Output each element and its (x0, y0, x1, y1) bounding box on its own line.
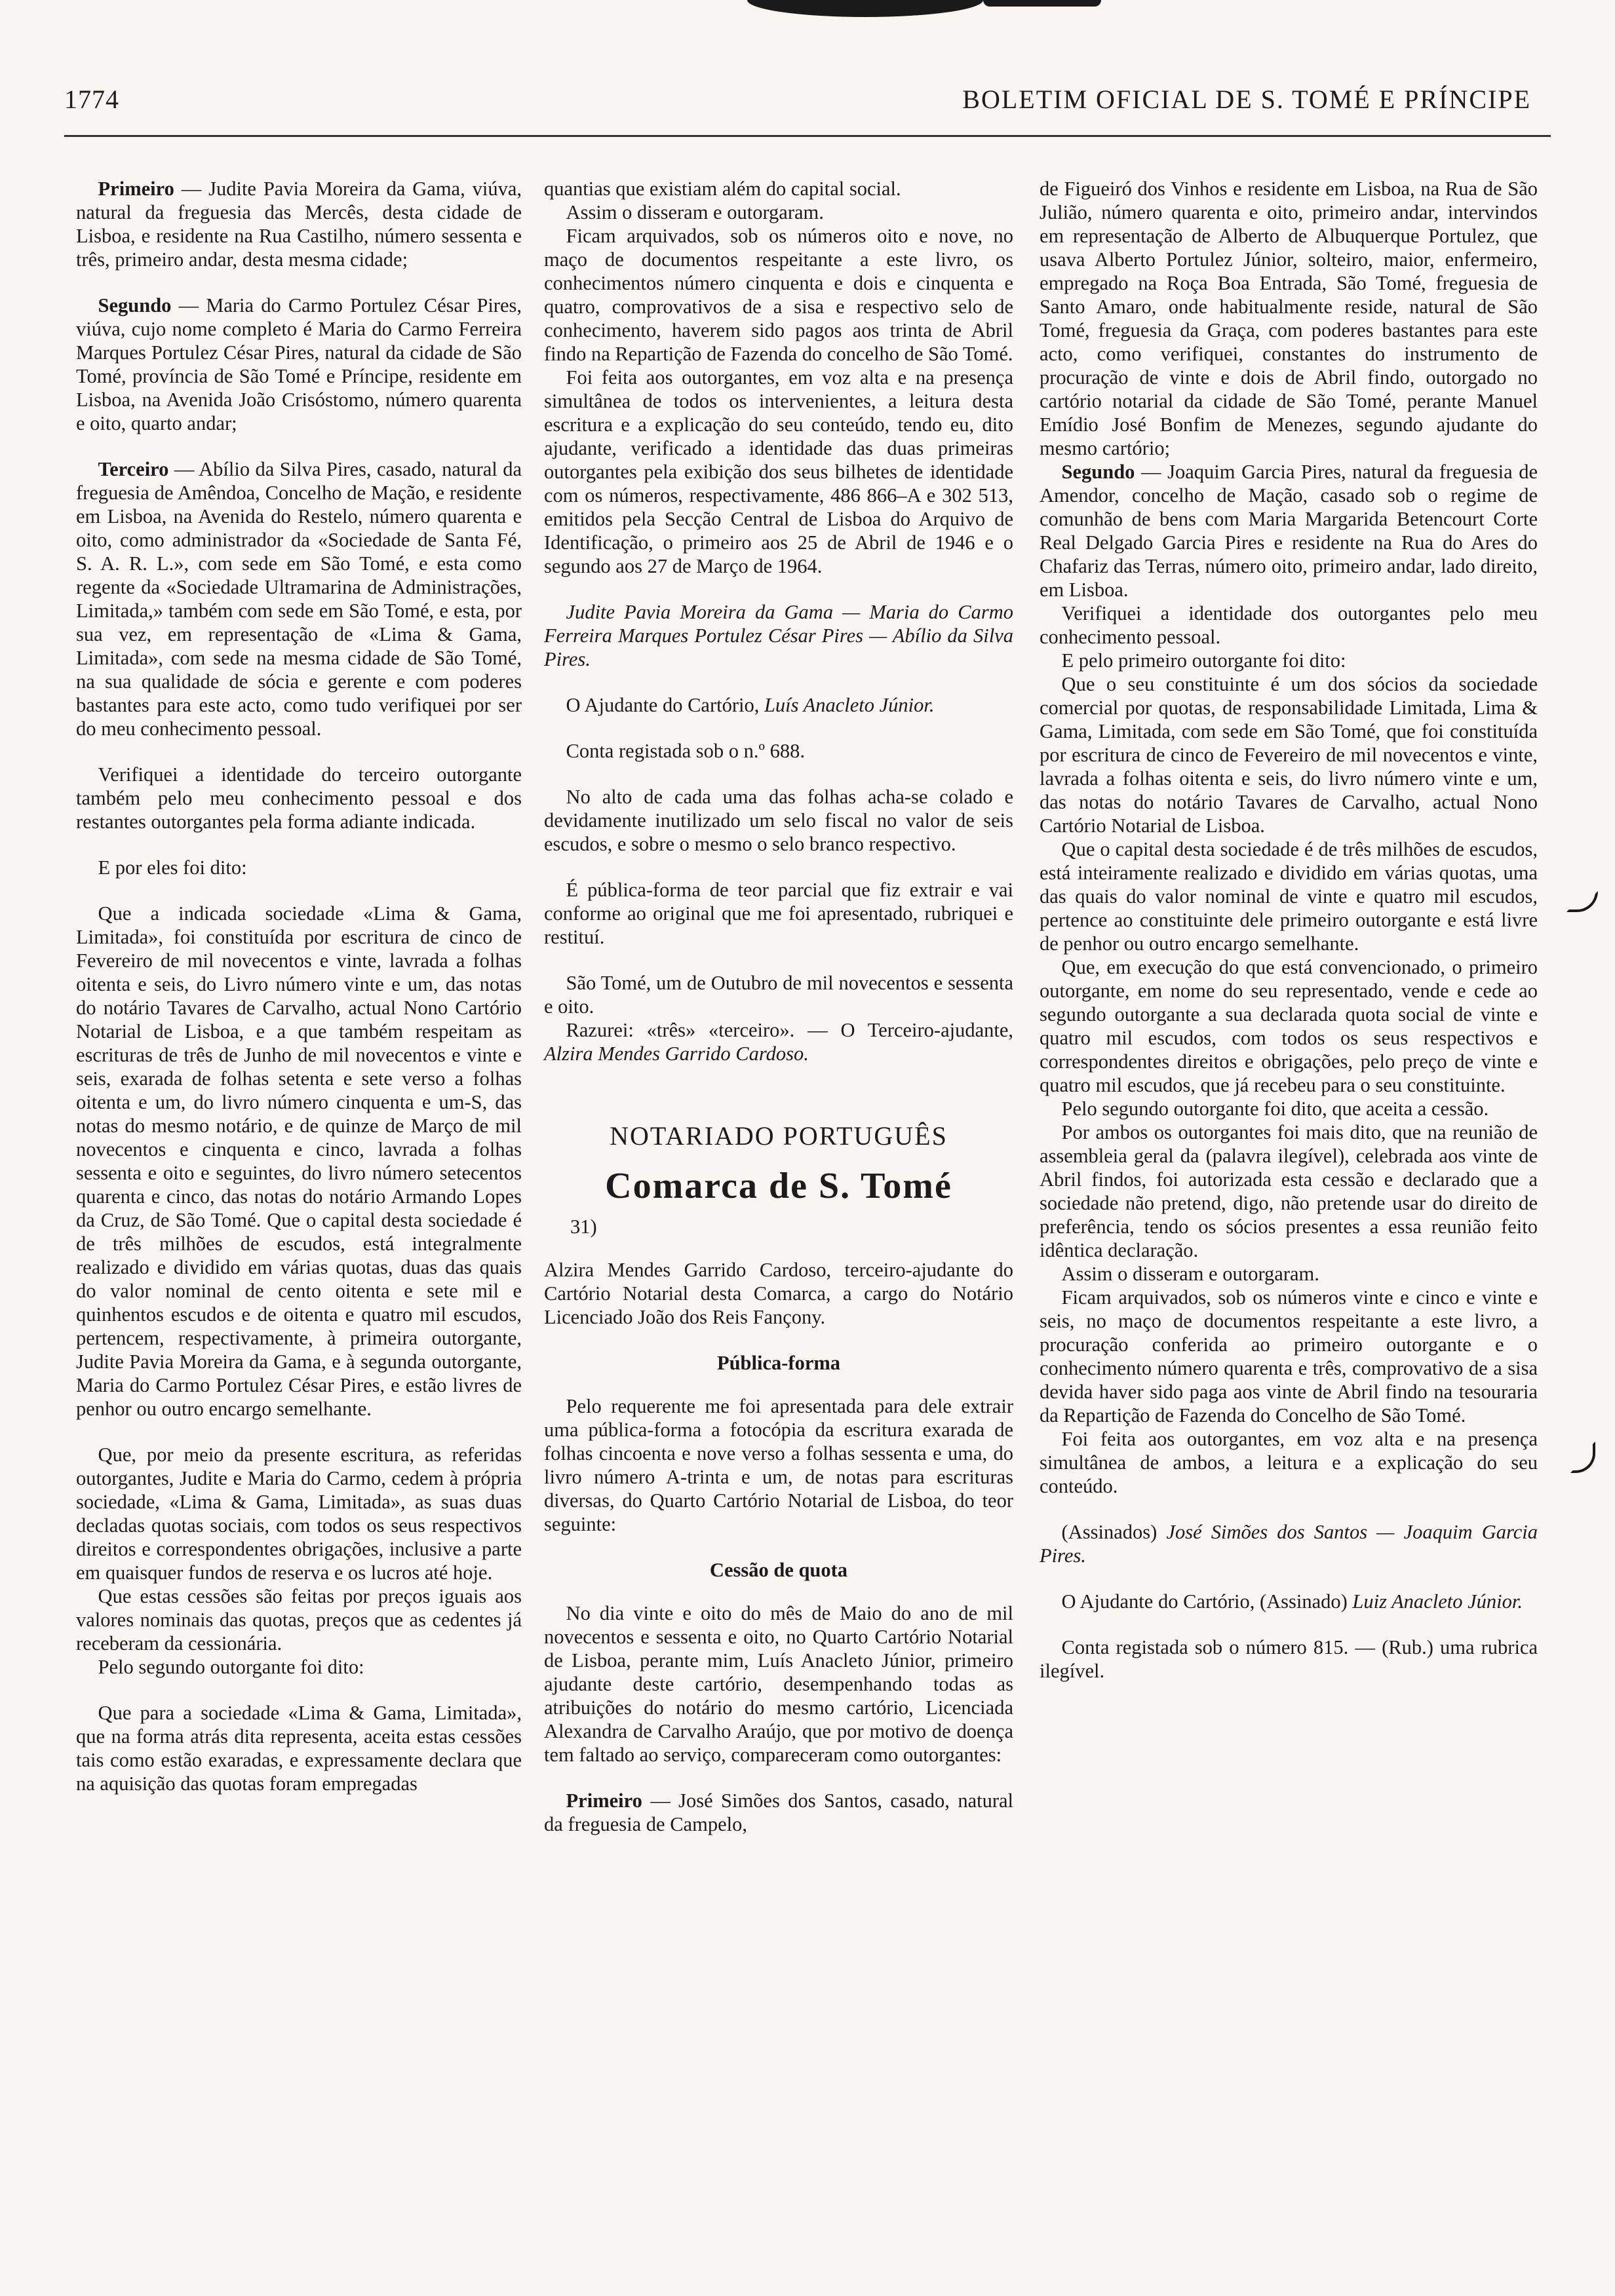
signatory: Luís Anacleto Júnior. (764, 694, 935, 716)
paragraph (1040, 1520, 1538, 1567)
section-title: NOTARIADO PORTUGUÊS (610, 1121, 948, 1151)
running-head: BOLETIM OFICIAL DE S. TOMÉ E PRÍNCIPE (962, 85, 1531, 114)
signatory: Alzira Mendes Garrido Cardoso. (544, 1043, 809, 1065)
paragraph: de Figueiró dos Vinhos e residente em Lisboa, na Rua de São Julião, número quarenta e oito, primeiro andar, intervindos em representação de Alberto de Albuquerque Portulez, que usava Alberto Portulez Júnior, solteiro, maior, enfermeiro, empregado na Roça Boa Entrada, São Tomé, freguesia de Santo Amaro, onde habitualmente reside, natural de São Tomé, freguesia da Graça, com poderes bastantes para este acto, como verifiquei, constantes do instrumento de procuração de vinte e dois de Abril findo, outorgado no cartório notarial da cidade de São Tomé, perante Manuel Emídio José Bonfim de Menezes, segundo ajudante do mesmo cartório; (1040, 178, 1538, 459)
paragraph: Que a indicada sociedade «Lima & Gama, Limitada», foi constituída por escritura de cinco de Fevereiro de mil novecentos e vinte, lavrada a folhas oitenta e seis, do Livro número vinte e um, das notas do notário Tavares de Carvalho, actual Nono Cartório Notarial de Lisboa, e a que também respeitam as escrituras de três de Junho de mil novecentos e vinte e seis, exarada de folhas setenta e sete verso a folhas oitenta e um, do livro número cinquenta e um-S, das notas do mesmo notário, e de quinze de Março de mil novecentos e cinquenta e cinco, lavrada a folhas sessenta e oito e seguintes, do livro número setecentos quarenta e cinco, das notas do notário Armando Lopes da Cruz, de São Tomé. Que o capital desta sociedade é de três milhões de escudos, está integralmente realizado e dividido em várias quotas, duas das quais do valor nominal de cento oitenta e sete mil e quinhentos escudos e de oitenta e quatro mil escudos, pertencem, respectivamente, à primeira outorgante, Judite Pavia Moreira da Gama, e à segunda outorgante, Maria do Carmo Portulez César Pires, e estão livres de penhor ou outro encargo semelhante. (76, 902, 522, 1420)
paragraph: São Tomé, um de Outubro de mil novecentos e sessenta e oito. (544, 972, 1013, 1018)
paragraph-text: Razurei: «três» «terceiro». — O Terceiro-ajudante, (566, 1019, 1013, 1041)
ink-blot-top (747, 0, 983, 17)
ink-blot-top-right (983, 0, 1101, 7)
paragraph: Foi feita aos outorgantes, em voz alta e na presença simultânea de ambos, a leitura e a explicação do seu conteúdo. (1040, 1428, 1538, 1497)
paragraph: E por eles foi dito: (98, 856, 247, 879)
paragraph: Verifiquei a identidade do terceiro outorgante também pelo meu conhecimento pessoal e dos restantes outorgantes pela forma adiante indicada. (76, 763, 522, 833)
paragraph (544, 1789, 1013, 1836)
subheading: Pública-forma (716, 1352, 841, 1374)
page-number: 1774 (64, 85, 119, 114)
comarca-heading: Comarca de S. Tomé (605, 1166, 952, 1206)
paragraph-text: — Abílio da Silva Pires, casado, natural da freguesia de Amêndoa, Concelho de Mação, e residente em Lisboa, na Avenida do Restelo, número quarenta e oito, como administrador da «Sociedade de Santa Fé, S. A. R. L.», com sede em São Tomé, e esta como regente da «Sociedade Ultramarina de Administrações, Limitada,» também com sede em São Tomé, e esta, por sua vez, em representação de «Lima & Gama, Limitada», com sede na mesma cidade de São Tomé, na sua qualidade de sócia e gerente e com poderes bastantes para este acto, como tudo verifiquei por ser do meu conhecimento pessoal. (76, 458, 522, 740)
party-label: Primeiro (566, 1789, 642, 1812)
margin-pen-mark (1570, 1442, 1595, 1473)
paragraph (544, 693, 1013, 717)
paragraph: Foi feita aos outorgantes, em voz alta e na presença simultânea de todos os intervenientes, a leitura desta escritura e a explicação do seu conteúdo, tendo eu, dito ajudante, verificado a identidade das duas primeiras outorgantes pela exibição dos seus bilhetes de identidade com os números, respectivamente, 486 866–A e 302 513, emitidos pela Secção Central de Lisboa do Arquivo de Identificação, o primeiro aos 25 de Abril de 1946 e o segundo aos 27 de Março de 1964. (544, 366, 1013, 577)
party-label: Terceiro (98, 458, 169, 480)
column-1 (76, 177, 522, 1795)
paragraph-text: — Judite Pavia Moreira da Gama, viúva, natural da freguesia das Mercês, desta cidade de Lisboa, e residente na Rua Castilho, número sessenta e três, primeiro andar, desta mesma cidade; (76, 178, 522, 271)
paragraph: Que o capital desta sociedade é de três milhões de escudos, está inteiramente realizado e dividido em várias quotas, uma das quais do valor nominal de vinte e quatro mil escudos, pertence ao constituinte dele primeiro outorgante e está livre de penhor ou outro encargo semelhante. (1040, 838, 1538, 955)
paragraph: No dia vinte e oito do mês de Maio do ano de mil novecentos e sessenta e oito, no Quarto Cartório Notarial de Lisboa, perante mim, Luís Anacleto Júnior, primeiro ajudante deste cartório, desempenhando todas as atribuições do notário do mesmo cartório, Licenciada Alexandra de Carvalho Araújo, que por motivo de doença tem faltado ao serviço, compareceram como outorgantes: (544, 1602, 1013, 1766)
signatures: José Simões dos Santos — Joaquim Garcia Pires. (1040, 1521, 1538, 1567)
paragraph: Ficam arquivados, sob os números vinte e cinco e vinte e seis, no maço de documentos respeitante a este livro, a procuração conferida ao primeiro outorgante e o conhecimento número quarenta e três, comprovativo de a sisa devida haver sido paga aos vinte de Abril findo na tesouraria da Repartição de Fazenda do Concelho de São Tomé. (1040, 1286, 1538, 1426)
party-label: Primeiro (98, 178, 174, 200)
paragraph: Que para a sociedade «Lima & Gama, Limitada», que na forma atrás dita representa, aceita estas cessões tais como estão exaradas, e expressamente declara que na aquisição das quotas foram empregadas (76, 1702, 522, 1795)
paragraph: quantias que existiam além do capital social. (544, 178, 901, 200)
paragraph: Pelo segundo outorgante foi dito: (98, 1656, 364, 1678)
paragraph: Verifiquei a identidade dos outorgantes pelo meu conhecimento pessoal. (1040, 602, 1538, 648)
paragraph-text: — Maria do Carmo Portulez César Pires, viúva, cujo nome completo é Maria do Carmo Ferreira Marques Portulez César Pires, natural da cidade de São Tomé, província de São Tomé e Príncipe, residente em Lisboa, na Avenida João Crisóstomo, número quarenta e oito, quarto andar; (76, 294, 522, 434)
paragraph: Por ambos os outorgantes foi mais dito, que na reunião de assembleia geral da (palavra ilegível), celebrada aos vinte de Abril findos, foi autorizada esta cessão e declarado que a sociedade não pretend, digo, não pretende usar do direito de preferência, tendo os sócios presentes a essa reunião feito idêntica declaração. (1040, 1121, 1538, 1261)
paragraph-text: O Ajudante do Cartório, (Assinado) (1061, 1590, 1353, 1613)
paragraph: Alzira Mendes Garrido Cardoso, terceiro-ajudante do Cartório Notarial desta Comarca, a cargo do Notário Licenciado João dos Reis Fançony. (544, 1259, 1013, 1328)
paragraph (1040, 460, 1538, 602)
paragraph: No alto de cada uma das folhas acha-se colado e devidamente inutilizado um selo fiscal no valor de seis escudos, e sobre o mesmo o selo branco respectivo. (544, 786, 1013, 855)
column-3 (1040, 177, 1538, 1683)
margin-pen-mark (1566, 891, 1598, 912)
column-2 (544, 177, 1013, 1836)
paragraph (544, 1018, 1013, 1065)
paragraph: Conta registada sob o n.º 688. (566, 740, 805, 762)
party-label: Segundo (1061, 461, 1135, 483)
entry-number: 31) (570, 1215, 597, 1238)
header-rule (64, 135, 1551, 137)
paragraph: E pelo primeiro outorgante foi dito: (1061, 649, 1346, 672)
signatory: Luiz Anacleto Júnior. (1352, 1590, 1523, 1613)
paragraph: Assim o disseram e outorgaram. (1061, 1263, 1319, 1285)
subheading: Cessão de quota (709, 1559, 848, 1581)
paragraph: É pública-forma de teor parcial que fiz extrair e vai conforme ao original que me foi apresentado, rubriquei e restituí. (544, 879, 1013, 948)
paragraph (1040, 1590, 1538, 1613)
paragraph: Conta registada sob o número 815. — (Rub.) uma rubrica ilegível. (1040, 1636, 1538, 1682)
paragraph: Que o seu constituinte é um dos sócios da sociedade comercial por quotas, de responsabilidade Limitada, Lima & Gama, Limitada, com sede em São Tomé, que foi constituída por escritura de cinco de Fevereiro de mil novecentos e vinte, lavrada a folhas oitenta e seis, do livro número vinte e um, das notas do notário Tavares de Carvalho, actual Nono Cartório Notarial de Lisboa. (1040, 673, 1538, 837)
paragraph (76, 177, 522, 271)
signatures: Judite Pavia Moreira da Gama — Maria do Carmo Ferreira Marques Portulez César Pires — Abílio da Silva Pires. (544, 601, 1013, 670)
paragraph: Que, por meio da presente escritura, as referidas outorgantes, Judite e Maria do Carmo, cedem à própria sociedade, «Lima & Gama, Limitada», as suas duas decladas quotas sociais, com todos os seus respectivos direitos e correspondentes obrigações, inclusive a parte em quaisquer fundos de reserva e os lucros até hoje. (76, 1444, 522, 1584)
paragraph: Pelo segundo outorgante foi dito, que aceita a cessão. (1061, 1098, 1489, 1120)
paragraph: Que, em execução do que está convencionado, o primeiro outorgante, em nome do seu representado, vende e cede ao segundo outorgante a sua declarada quota social de vinte e quatro mil escudos, com todos os seus respectivos e correspondentes direitos e obrigações, pelo preço de vinte e quatro mil escudos, que já recebeu para o seu constituinte. (1040, 956, 1538, 1096)
paragraph-text: — José Simões dos Santos, casado, natural da freguesia de Campelo, (544, 1789, 1013, 1835)
page-header (0, 84, 1615, 123)
paragraph (76, 294, 522, 435)
party-label: Segundo (98, 294, 172, 316)
paragraph-text: — Joaquim Garcia Pires, natural da freguesia de Amendor, concelho de Mação, casado sob o regime de comunhão de bens com Maria Margarida Betencourt Corte Real Delgado Garcia Pires e residente na Rua do Ares do Chafariz das Terras, número oito, primeiro andar, lado direito, em Lisboa. (1040, 461, 1538, 601)
paragraph: Ficam arquivados, sob os números oito e nove, no maço de documentos respeitante a este livro, os conhecimentos número cinquenta e dois e cinquenta e quatro, comprovativos de a sisa e respectivo selo de conhecimento, haverem sido pagos aos trinta de Abril findo na Repartição de Fazenda do concelho de São Tomé. (544, 225, 1013, 365)
paragraph (76, 457, 522, 740)
paragraph: Pelo requerente me foi apresentada para dele extrair uma pública-forma a fotocópia da escritura exarada de folhas cincoenta e nove verso a folhas sessenta e uma, do livro número A-trinta e um, de notas para escrituras diversas, do Quarto Cartório Notarial de Lisboa, do teor seguinte: (544, 1395, 1013, 1535)
paragraph-text: (Assinados) (1061, 1521, 1167, 1543)
paragraph-text: O Ajudante do Cartório, (566, 694, 764, 716)
paragraph: Assim o disseram e outorgaram. (566, 201, 824, 223)
paragraph: Que estas cessões são feitas por preços iguais aos valores nominais das quotas, preços que as cedentes já receberam da cessionária. (76, 1585, 522, 1655)
